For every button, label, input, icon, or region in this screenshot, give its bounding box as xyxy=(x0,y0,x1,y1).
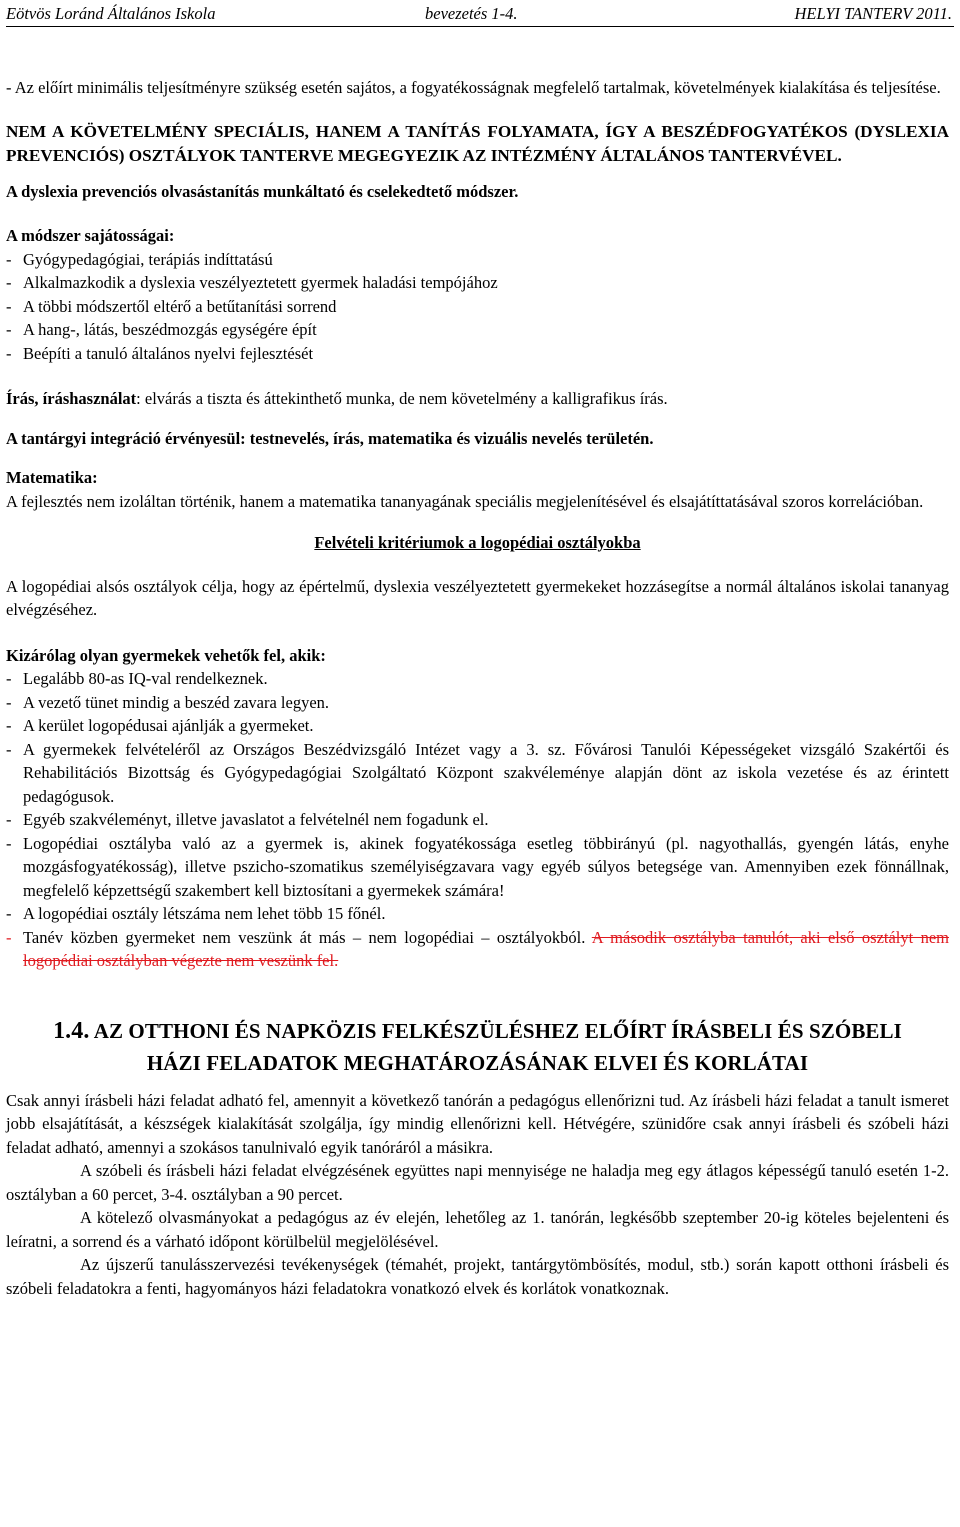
math-label: Matematika: xyxy=(6,468,98,487)
section-heading xyxy=(6,1015,949,1079)
admission-text: A logopédiai alsós osztályok célja, hogy az épértelmű, dyslexia veszélyeztetett gyermekeket hozzásegítse a normál általános iskolai tananyag elvégzéséhez. xyxy=(6,576,949,619)
features-block xyxy=(6,224,949,365)
list-item: - Alkalmazkodik a dyslexia veszélyeztetett gyermek haladási tempójához xyxy=(6,271,949,295)
list-item xyxy=(6,926,949,973)
header-school: Eötvös Loránd Általános Iskola xyxy=(6,4,216,23)
section-paragraph: A szóbeli és írásbeli házi feladat elvégzésének együttes napi mennyisége ne haladja meg egy átlagos képességű tanuló esetén 1-2. osztályban a 60 percet, 3-4. osztályban a 90 percet. xyxy=(6,1161,949,1204)
list-item: - A vezető tünet mindig a beszéd zavara legyen. xyxy=(6,691,949,715)
page-header xyxy=(6,4,954,27)
section-paragraph: Az újszerű tanulásszervezési tevékenységek (témahét, projekt, tantárgytömbösítés, modul, stb.) során kapott otthoni írásbeli és szóbeli feladatokra a fenti, hagyományos házi feladatokra vonatkozó elvek és korlátok vonatkoznak. xyxy=(6,1255,949,1298)
list-item: - Egyéb szakvéleményt, illetve javaslatot a felvételnél nem fogadunk el. xyxy=(6,808,949,832)
list-item: - Legalább 80-as IQ-val rendelkeznek. xyxy=(6,667,949,691)
last-item-text: Tanév közben gyermeket nem veszünk át más – nem logopédiai – osztályokból. xyxy=(23,927,586,947)
section-body xyxy=(6,1089,949,1301)
list-item: - Logopédiai osztályba való az a gyermek is, akinek fogyatékossága esetleg többirányú (pl. nagyothallás, gyengén látás, enyhe mozgásfogyatékosság), illetve pszicho-szomatikus személyiségzavara vagy egyéb súlyos betegsége van. Amennyiben ezek fönnállnak, megfelelő képzettségű szakembert kell biztosítani a gyermekek számára! xyxy=(6,832,949,903)
section-paragraph: A kötelező olvasmányokat a pedagógus az év elején, lehetőleg az 1. tanórán, legkésőbb szeptember 20-ig köteles bejelenteni és leíratni, a sorrend és a várható időpont körülbelül megjelölésével. xyxy=(6,1208,949,1251)
section-title-text: AZ OTTHONI ÉS NAPKÖZIS FELKÉSZÜLÉSHEZ ELŐÍRT ÍRÁSBELI ÉS SZÓBELI xyxy=(93,1018,902,1043)
list-item: - A hang-, látás, beszédmozgás egységére épít xyxy=(6,318,949,342)
list-item: - Beépíti a tanuló általános nyelvi fejlesztését xyxy=(6,342,949,366)
admission-list xyxy=(6,667,949,973)
admission-list-block xyxy=(6,644,949,973)
section-number: 1.4. xyxy=(53,1017,90,1044)
math-block xyxy=(6,466,949,513)
admission-list-title: Kizárólag olyan gyermekek vehetők fel, akik: xyxy=(6,645,326,665)
writing-paragraph xyxy=(6,387,949,411)
intro-paragraph: - Az előírt minimális teljesítményre szükség esetén sajátos, a fogyatékosságnak megfelelő tartalmak, követelmények kialakítása és teljesítése. xyxy=(6,78,941,97)
struck-text: A második osztályba tanulót, aki első osztályt nem logopédiai osztályban végezte nem veszünk fel. xyxy=(23,927,949,970)
list-item: - A többi módszertől eltérő a betűtanítási sorrend xyxy=(6,295,949,319)
caps-paragraph: NEM A KÖVETELMÉNY SPECIÁLIS, HANEM A TANÍTÁS FOLYAMATA, ÍGY A BESZÉDFOGYATÉKOS (DYSLEXIA PREVENCIÓS) OSZTÁLYOK TANTERVE MEGEGYEZIK AZ INTÉZMÉNY ÁLTALÁNOS TANTERVÉVEL. xyxy=(6,121,949,165)
list-item: - Gyógypedagógiai, terápiás indíttatású xyxy=(6,248,949,272)
section-title-line1 xyxy=(6,1015,949,1047)
header-section: bevezetés 1-4. xyxy=(425,4,518,23)
list-item: - A gyermekek felvételéről az Országos Beszédvizsgáló Intézet vagy a 3. sz. Fővárosi Tanulói Képességeket vizsgáló Szakértői és Rehabilitációs Bizottság és Gyógypedagógiai Szolgáltató Központ szakvéleménye alapján dönt az iskola vezetése és az érintett pedagógusok. xyxy=(6,738,949,809)
document-body xyxy=(6,76,949,1300)
section-title-line2: HÁZI FELADATOK MEGHATÁROZÁSÁNAK ELVEI ÉS KORLÁTAI xyxy=(146,1050,809,1075)
features-list xyxy=(6,248,949,366)
section-paragraph: Csak annyi írásbeli házi feladat adható fel, amennyit a következő tanórán a pedagógus ellenőrizni tud. Az írásbeli házi feladat a tanult ismeret jobb elsajátítását, a készségek kialakítását szolgálja, így mindig ellenőrizni kell. Hétvégére, szünidőre csak annyi írásbeli és szóbeli házi feladat adható, amennyi a szokásos tanulnivaló egyik tanóráról a másikra. xyxy=(6,1090,949,1157)
header-doc: HELYI TANTERV 2011. xyxy=(794,4,952,23)
method-line: A dyslexia prevenciós olvasástanítás munkáltató és cselekedtető módszer. xyxy=(6,181,519,201)
writing-text: : elvárás a tiszta és áttekinthető munka, de nem követelmény a kalligrafikus írás. xyxy=(136,389,668,408)
admission-title: Felvételi kritériumok a logopédiai osztályokba xyxy=(314,533,641,552)
integration-line: A tantárgyi integráció érvényesül: testnevelés, írás, matematika és vizuális nevelés területén. xyxy=(6,428,654,448)
math-text: A fejlesztés nem izoláltan történik, hanem a matematika tananyagának speciális megjelenítésével és elsajátíttatásával szoros korrelációban. xyxy=(6,491,924,511)
features-title: A módszer sajátosságai: xyxy=(6,226,175,245)
writing-label: Írás, íráshasználat xyxy=(6,389,137,408)
list-item: - A kerület logopédusai ajánlják a gyermeket. xyxy=(6,714,949,738)
list-item: - A logopédiai osztály létszáma nem lehet több 15 főnél. xyxy=(6,902,949,926)
